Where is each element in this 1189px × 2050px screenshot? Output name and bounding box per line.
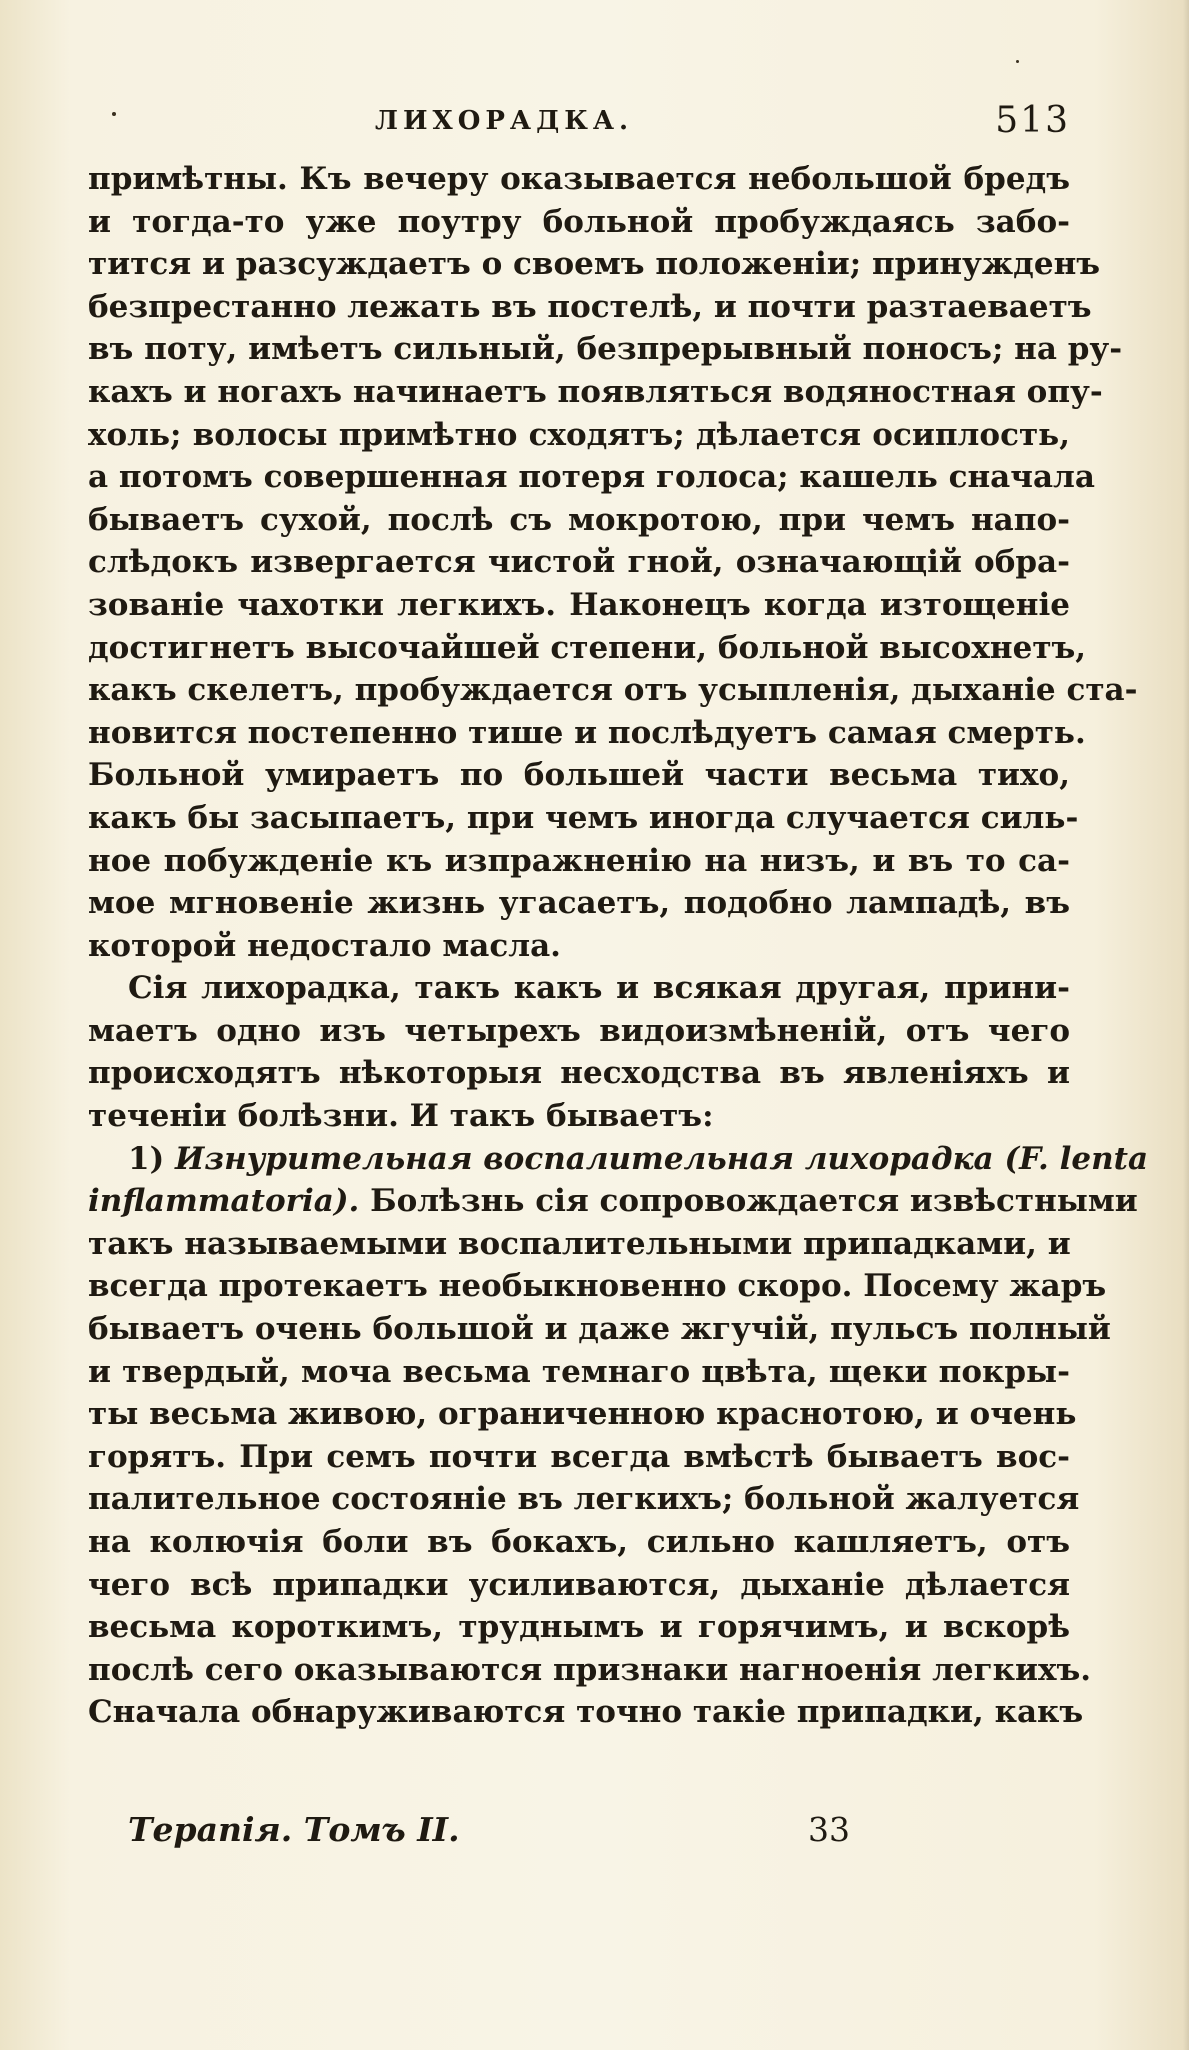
text-line: бываетъ сухой, послѣ съ мокротою, при чемъ напо-: [88, 501, 1070, 538]
text-line: на колючія боли въ бокахъ, сильно кашляетъ, отъ: [88, 1524, 1070, 1560]
text-line: холь; волосы примѣтно сходятъ; дѣлается осиплость,: [88, 416, 1070, 453]
text-line: палительное состояніе въ легкихъ; больной жалуется: [88, 1481, 1080, 1518]
text-line: а потомъ совершенная потеря голоса; кашель сначала: [88, 459, 1095, 496]
text-line: и тогда-то уже поутру больной пробуждаясь забо-: [88, 203, 1070, 240]
text-line: какъ бы засыпаетъ, при чемъ иногда случается силь-: [88, 799, 1079, 836]
italic-term: Изнурительная воспалительная лихорадка: [175, 1140, 994, 1177]
body-text: [88, 158, 1149, 1734]
text-line: [88, 1180, 1138, 1223]
latin-term: inflammatoria).: [88, 1183, 360, 1220]
text-line: ты весьма живою, ограниченною краснотою, и очень: [88, 1396, 1077, 1433]
text-line: Больной умираетъ по большей части весьма тихо,: [88, 757, 1070, 794]
text-line: зованіе чахотки легкихъ. Наконецъ когда изтощеніе: [88, 586, 1070, 623]
page-footer: [128, 1810, 888, 1860]
latin-term: (F. lenta: [1004, 1140, 1149, 1177]
text-line: бываетъ очень большой и даже жгучій, пульсъ полный: [88, 1311, 1111, 1348]
text-line: и твердый, моча весьма темнаго цвѣта, щеки покры-: [88, 1353, 1070, 1390]
text-line: послѣ сего оказываются признаки нагноенія легкихъ.: [88, 1651, 1092, 1688]
running-title: ЛИХОРАДКА.: [375, 106, 634, 136]
text-line: мое мгновеніе жизнь угасаетъ, подобно лампадѣ, въ: [88, 885, 1070, 922]
signature-title: Терапія. Томъ II.: [128, 1810, 460, 1849]
text-line: происходятъ нѣкоторыя несходства въ явленіяхъ и: [88, 1055, 1070, 1092]
text-line: какъ скелетъ, пробуждается отъ усыпленія, дыханіе ста-: [88, 672, 1138, 709]
text-line: въ поту, имѣетъ сильный, безпрерывный поносъ; на ру-: [88, 331, 1123, 368]
text-line: горятъ. При семъ почти всегда вмѣстѣ бываетъ вос-: [88, 1438, 1070, 1475]
list-number: 1): [128, 1140, 165, 1177]
page-header: [90, 100, 1070, 146]
text-line: безпрестанно лежать въ постелѣ, и почти разтаеваетъ: [88, 288, 1092, 325]
print-speck: [112, 112, 116, 116]
text-line: весьма короткимъ, труднымъ и горячимъ, и вскорѣ: [88, 1609, 1070, 1646]
text-line: новится постепенно тише и послѣдуетъ самая смерть.: [88, 714, 1086, 751]
text-line: маетъ одно изъ четырехъ видоизмѣненій, отъ чего: [88, 1012, 1070, 1049]
text-line: кахъ и ногахъ начинаетъ появляться водяностная опу-: [88, 373, 1103, 410]
text-line: всегда протекаетъ необыкновенно скоро. Посему жаръ: [88, 1268, 1107, 1305]
text-line: примѣтны. Къ вечеру оказывается небольшой бредъ: [88, 161, 1070, 197]
text-line: теченіи болѣзни. И такъ бываетъ:: [88, 1098, 714, 1135]
text-line: которой недостало масла.: [88, 927, 561, 964]
page-number: 513: [995, 100, 1070, 141]
text-line: такъ называемыми воспалительными припадками, и: [88, 1225, 1071, 1262]
text-line: Сначала обнаруживаются точно такіе припадки, какъ: [88, 1694, 1084, 1731]
text-line: чего всѣ припадки усиливаются, дыханіе дѣлается: [88, 1566, 1070, 1603]
signature-number: 33: [808, 1810, 850, 1849]
text-line: Сія лихорадка, такъ какъ и всякая другая, прини-: [128, 970, 1070, 1007]
text-line: достигнетъ высочайшей степени, больной высохнетъ,: [88, 629, 1087, 666]
text-line-numbered: [88, 1138, 1149, 1181]
page-edge-shadow: [1183, 0, 1189, 2050]
text-fragment: Болѣзнь сія сопровождается извѣстными: [370, 1183, 1138, 1220]
text-line: слѣдокъ извергается чистой гной, означающій обра-: [88, 544, 1070, 581]
text-line: тится и разсуждаетъ о своемъ положеніи; принужденъ: [88, 246, 1101, 283]
print-speck: [1016, 60, 1019, 63]
text-line: ное побужденіе къ изпражненію на низъ, и въ то са-: [88, 842, 1070, 879]
